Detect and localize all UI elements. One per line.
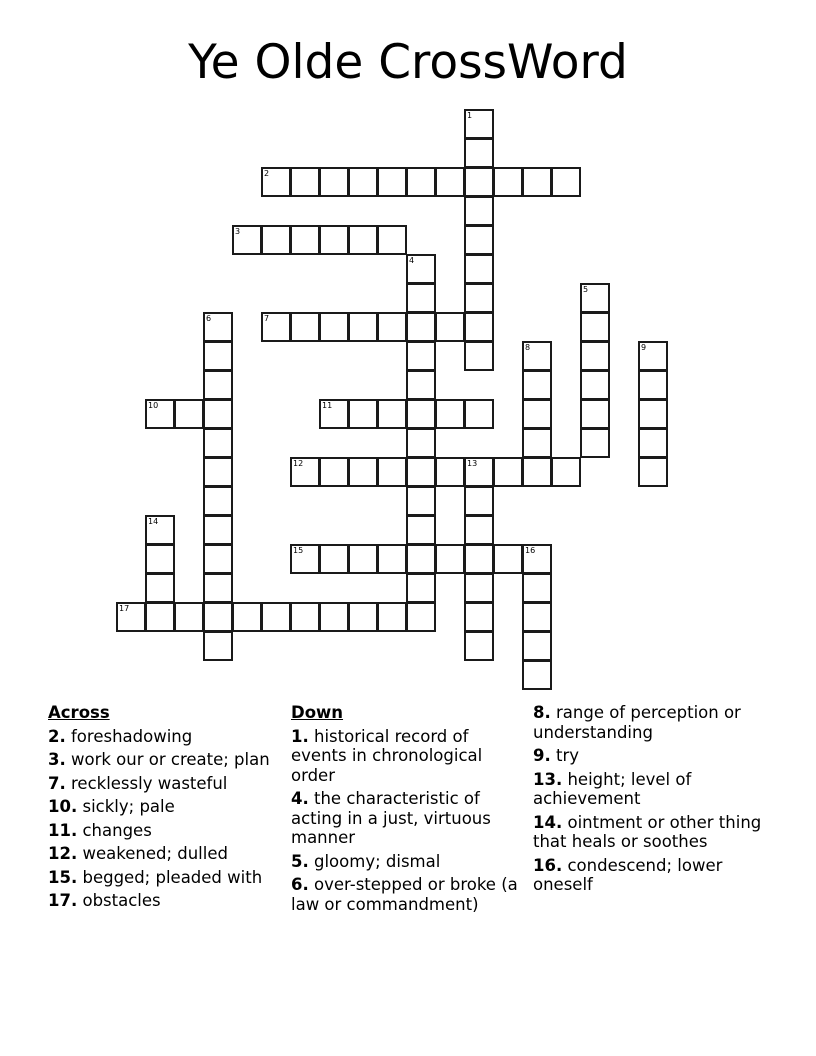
clue-down: 14. ointment or other thing that heals or soothes [533, 812, 762, 851]
clue-across: 2. foreshadowing [48, 726, 193, 746]
clue-down: 5. gloomy; dismal [291, 851, 441, 871]
grid-cell[interactable] [377, 544, 407, 574]
grid-cell[interactable] [145, 515, 175, 545]
grid-cell[interactable] [464, 312, 494, 342]
grid-cell[interactable] [580, 283, 610, 313]
clue-number: 2 [264, 169, 270, 178]
grid-cell[interactable] [406, 370, 436, 400]
grid-cell[interactable] [493, 544, 523, 574]
grid-cell[interactable] [435, 167, 465, 197]
grid-cell[interactable] [319, 457, 349, 487]
clue-down: 8. range of perception or understanding [533, 703, 741, 742]
grid-cell[interactable] [406, 312, 436, 342]
grid-cell[interactable] [435, 312, 465, 342]
grid-cell[interactable] [464, 544, 494, 574]
grid-cell[interactable] [464, 399, 494, 429]
down-clues-continued [533, 703, 763, 899]
down-clues [291, 703, 526, 918]
grid-cell[interactable] [348, 457, 378, 487]
across-heading: Across [48, 703, 110, 722]
grid-cell[interactable] [464, 109, 494, 139]
grid-cell[interactable] [232, 225, 262, 255]
grid-cell[interactable] [203, 341, 233, 371]
clue-down: 1. historical record of events in chronological order [291, 726, 483, 785]
grid-cell[interactable] [522, 573, 552, 603]
clue-number: 3 [235, 227, 241, 236]
grid-cell[interactable] [261, 312, 291, 342]
clue-across: 7. recklessly wasteful [48, 773, 228, 793]
grid-cell[interactable] [377, 602, 407, 632]
grid-cell[interactable] [261, 602, 291, 632]
grid-cell[interactable] [406, 602, 436, 632]
grid-cell[interactable] [406, 486, 436, 516]
grid-cell[interactable] [638, 457, 668, 487]
grid-cell[interactable] [406, 428, 436, 458]
clue-number: 6 [206, 314, 212, 323]
grid-cell[interactable] [377, 399, 407, 429]
down-heading: Down [291, 703, 344, 722]
grid-cell[interactable] [406, 341, 436, 371]
clue-number: 4 [409, 256, 415, 265]
grid-cell[interactable] [290, 602, 320, 632]
grid-cell[interactable] [232, 602, 262, 632]
grid-cell[interactable] [203, 486, 233, 516]
grid-cell[interactable] [638, 399, 668, 429]
clue-number: 13 [467, 459, 478, 468]
grid-cell[interactable] [203, 428, 233, 458]
grid-cell[interactable] [377, 167, 407, 197]
grid-cell[interactable] [261, 225, 291, 255]
grid-cell[interactable] [290, 225, 320, 255]
clue-down: 16. condescend; lower oneself [533, 855, 723, 894]
clue-number: 16 [525, 546, 536, 555]
clue-across: 17. obstacles [48, 891, 161, 910]
grid-cell[interactable] [290, 312, 320, 342]
grid-cell[interactable] [464, 283, 494, 313]
grid-cell[interactable] [319, 602, 349, 632]
clue-number: 10 [148, 401, 159, 410]
grid-cell[interactable] [464, 196, 494, 226]
grid-cell[interactable] [406, 515, 436, 545]
grid-cell[interactable] [580, 370, 610, 400]
grid-cell[interactable] [522, 457, 552, 487]
grid-cell[interactable] [406, 457, 436, 487]
grid-cell[interactable] [145, 573, 175, 603]
grid-cell[interactable] [435, 457, 465, 487]
grid-cell[interactable] [145, 602, 175, 632]
grid-cell[interactable] [174, 399, 204, 429]
clue-number: 5 [583, 285, 589, 294]
clue-across: 10. sickly; pale [48, 797, 175, 816]
grid-cell[interactable] [348, 602, 378, 632]
grid-cell[interactable] [522, 399, 552, 429]
grid-cell[interactable] [464, 254, 494, 284]
grid-cell[interactable] [522, 167, 552, 197]
grid-cell[interactable] [551, 457, 581, 487]
grid-cell[interactable] [203, 573, 233, 603]
grid-cell[interactable] [580, 399, 610, 429]
clue-across: 12. weakened; dulled [48, 844, 228, 863]
grid-cell[interactable] [377, 457, 407, 487]
clue-number: 17 [119, 604, 130, 613]
grid-cell[interactable] [464, 457, 494, 487]
grid-cell[interactable] [522, 660, 552, 690]
grid-cell[interactable] [377, 225, 407, 255]
grid-cell[interactable] [522, 341, 552, 371]
clue-number: 7 [264, 314, 270, 323]
grid-cell[interactable] [290, 167, 320, 197]
grid-cell[interactable] [638, 428, 668, 458]
grid-cell[interactable] [203, 631, 233, 661]
grid-cell[interactable] [203, 312, 233, 342]
clue-down: 9. try [533, 746, 580, 765]
clue-down: 6. over-stepped or broke (a law or commandment) [291, 875, 518, 914]
grid-cell[interactable] [464, 573, 494, 603]
clue-down: 13. height; level of achievement [533, 769, 692, 808]
grid-cell[interactable] [638, 370, 668, 400]
grid-cell[interactable] [319, 399, 349, 429]
clue-number: 8 [525, 343, 531, 352]
grid-cell[interactable] [580, 312, 610, 342]
clue-number: 11 [322, 401, 333, 410]
grid-cell[interactable] [580, 341, 610, 371]
grid-cell[interactable] [348, 225, 378, 255]
grid-cell[interactable] [522, 428, 552, 458]
grid-cell[interactable] [319, 312, 349, 342]
grid-cell[interactable] [348, 399, 378, 429]
clue-down: 4. the characteristic of acting in a just, virtuous manner [291, 789, 491, 847]
grid-cell[interactable] [522, 370, 552, 400]
clue-number: 12 [293, 459, 304, 468]
grid-cell[interactable] [348, 167, 378, 197]
grid-cell[interactable] [522, 631, 552, 661]
clue-across: 15. begged; pleaded with [48, 867, 263, 887]
grid-cell[interactable] [464, 167, 494, 197]
grid-cell[interactable] [116, 602, 146, 632]
grid-cell[interactable] [464, 515, 494, 545]
clue-number: 1 [467, 111, 473, 120]
grid-cell[interactable] [377, 312, 407, 342]
grid-cell[interactable] [319, 544, 349, 574]
grid-cell[interactable] [406, 283, 436, 313]
grid-cell[interactable] [464, 225, 494, 255]
grid-cell[interactable] [145, 544, 175, 574]
grid-cell[interactable] [464, 602, 494, 632]
grid-cell[interactable] [638, 341, 668, 371]
grid-cell[interactable] [203, 544, 233, 574]
across-clues [48, 703, 273, 915]
grid-cell[interactable] [406, 254, 436, 284]
grid-cell[interactable] [319, 167, 349, 197]
crossword-grid [117, 110, 717, 710]
grid-cell[interactable] [203, 515, 233, 545]
grid-cell[interactable] [203, 370, 233, 400]
grid-cell[interactable] [406, 573, 436, 603]
grid-cell[interactable] [290, 457, 320, 487]
clue-number: 9 [641, 343, 647, 352]
grid-cell[interactable] [145, 399, 175, 429]
page-title: Ye Olde CrossWord [188, 35, 628, 90]
grid-cell[interactable] [406, 399, 436, 429]
grid-cell[interactable] [464, 341, 494, 371]
grid-cell[interactable] [464, 486, 494, 516]
grid-cell[interactable] [464, 631, 494, 661]
grid-cell[interactable] [493, 457, 523, 487]
grid-cell[interactable] [522, 602, 552, 632]
grid-cell[interactable] [406, 167, 436, 197]
grid-cell[interactable] [435, 399, 465, 429]
grid-cell[interactable] [290, 544, 320, 574]
clue-across: 3. work our or create; plan [48, 750, 270, 769]
grid-cell[interactable] [348, 544, 378, 574]
grid-cell[interactable] [203, 399, 233, 429]
grid-cell[interactable] [174, 602, 204, 632]
clue-across: 11. changes [48, 820, 152, 840]
grid-cell[interactable] [348, 312, 378, 342]
grid-cell[interactable] [435, 544, 465, 574]
grid-cell[interactable] [522, 544, 552, 574]
grid-cell[interactable] [203, 602, 233, 632]
grid-cell[interactable] [261, 167, 291, 197]
clue-number: 15 [293, 546, 304, 555]
grid-cell[interactable] [319, 225, 349, 255]
grid-cell[interactable] [580, 428, 610, 458]
grid-cell[interactable] [203, 457, 233, 487]
grid-cell[interactable] [551, 167, 581, 197]
grid-cell[interactable] [406, 544, 436, 574]
grid-cell[interactable] [464, 138, 494, 168]
clue-number: 14 [148, 517, 159, 526]
grid-cell[interactable] [493, 167, 523, 197]
